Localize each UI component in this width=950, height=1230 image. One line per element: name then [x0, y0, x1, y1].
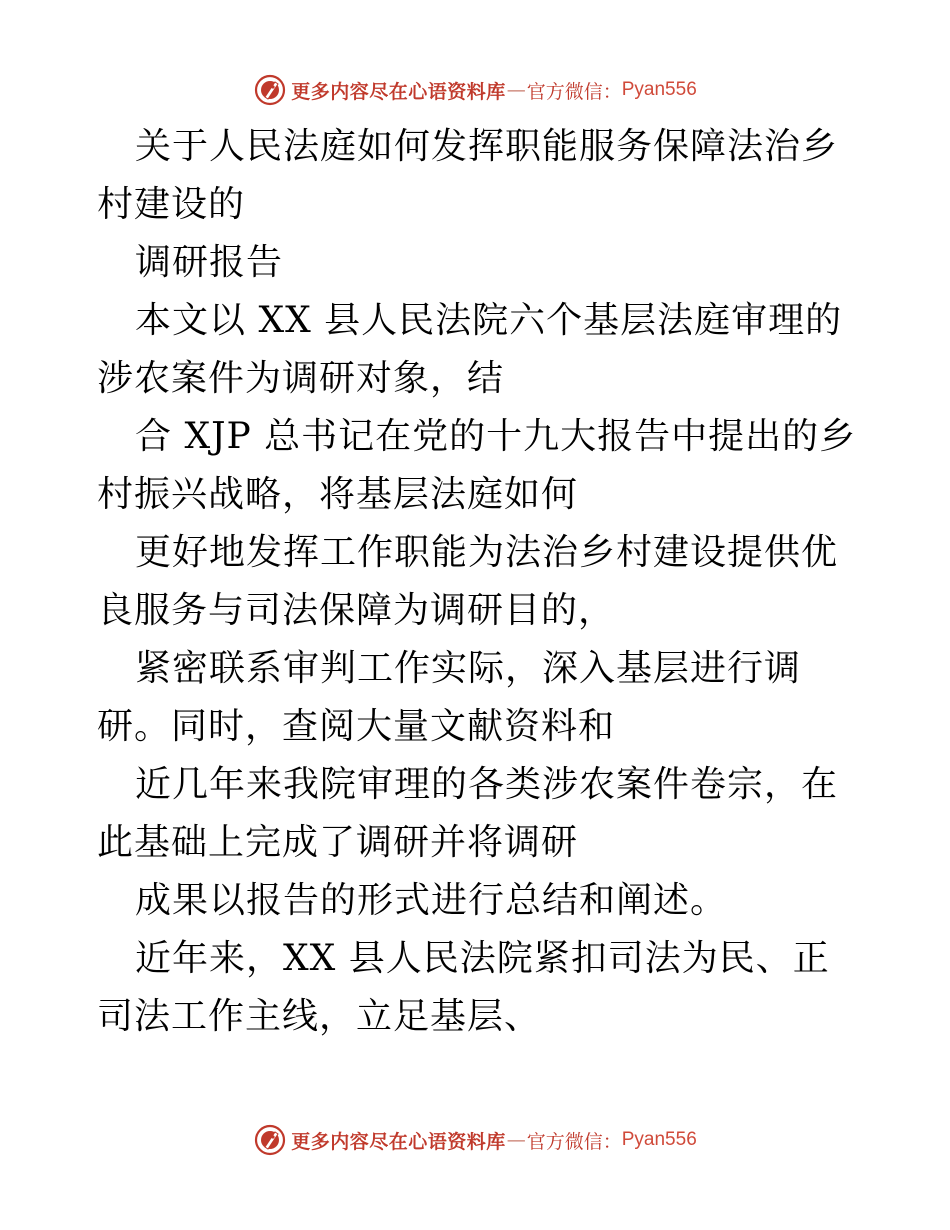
paragraph: 成果以报告的形式进行总结和阐述。	[135, 880, 728, 921]
watermark-sub-text: 官方微信：	[526, 80, 622, 103]
watermark-main-text: 更多内容尽在心语资料库	[291, 1130, 506, 1153]
paragraph: 更好地发挥工作职能为法治乡村建设提供优良服务与司法保障为调研目的，	[97, 532, 839, 631]
doc-title: 关于人民法庭如何发挥职能服务保障法治乡村建设的	[97, 126, 839, 225]
paragraph: 近年来，XX 县人民法院紧扣司法为民、正司法工作主线，立足基层、	[97, 938, 830, 1037]
document-body	[97, 118, 857, 1046]
paragraph: 近几年来我院审理的各类涉农案件卷宗，在此基础上完成了调研并将调研	[97, 764, 839, 863]
watermark-id-text: Pyan556	[621, 79, 697, 100]
footer-watermark	[0, 1120, 950, 1160]
doc-subtitle: 调研报告	[135, 242, 284, 283]
paragraph: 紧密联系审判工作实际，深入基层进行调研。同时，查阅大量文献资料和	[97, 648, 802, 747]
paragraph: 合 XJP 总书记在党的十九大报告中提出的乡村振兴战略，将基层法庭如何	[97, 416, 857, 515]
watermark-sub-text: 官方微信：	[526, 1130, 622, 1153]
watermark-id-text: Pyan556	[621, 1129, 697, 1150]
watermark-dash: —	[506, 79, 526, 101]
pen-nib-logo-icon	[253, 73, 287, 107]
header-watermark	[0, 70, 950, 110]
paragraph: 本文以 XX 县人民法院六个基层法庭审理的涉农案件为调研对象，结	[97, 300, 843, 399]
watermark-dash: —	[506, 1129, 526, 1151]
watermark-main-text: 更多内容尽在心语资料库	[291, 80, 506, 103]
pen-nib-logo-icon	[253, 1123, 287, 1157]
